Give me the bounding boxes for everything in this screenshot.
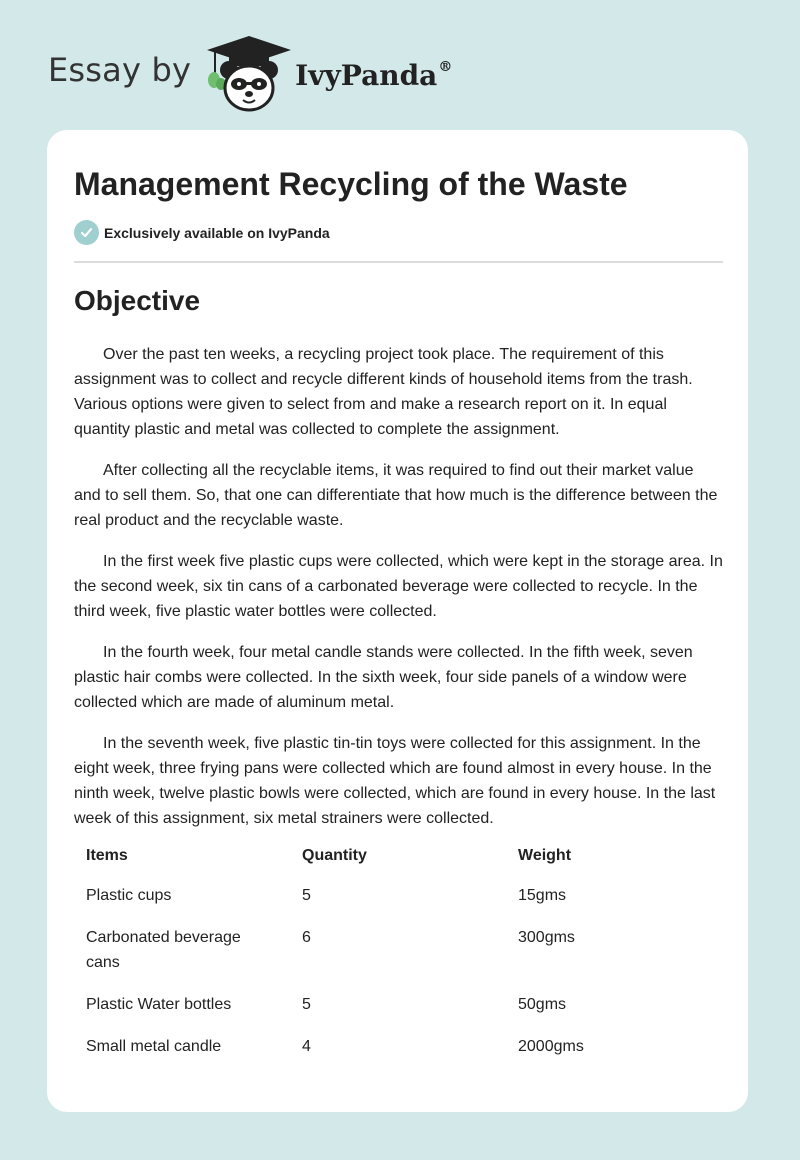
site-header [48,34,452,114]
column-header-weight: Weight [518,847,572,864]
divider [74,261,723,263]
column-header-quantity: Quantity [302,847,367,864]
table-cell: 5 [302,887,311,904]
paragraph: After collecting all the recyclable items, it was required to find out their market value and to sell them. So, that one can differentiate that how much is the difference between the real product and the recyclable waste. [74,462,718,529]
paragraph: In the fourth week, four metal candle stands were collected. In the fifth week, seven plastic hair combs were collected. In the sixth week, four side panels of a window were collected which are made of aluminum metal. [74,644,693,711]
essay-body [74,342,723,847]
column-header-items: Items [86,847,128,864]
table-cell: 300gms [518,929,575,946]
essay-by-label: Essay by [48,51,192,89]
panda-logo-icon[interactable] [205,34,293,114]
paragraph: In the first week five plastic cups were collected, which were kept in the storage area. In the second week, six tin cans of a carbonated beverage were collected to recycle. In the third week, five plastic water bottles were collected. [74,553,723,620]
table-cell: Small metal candle [86,1038,222,1055]
table-cell: 50gms [518,996,567,1013]
brand-name-text: IvyPanda [295,58,438,92]
table-row [74,1034,723,1076]
table-cell: 15gms [518,887,567,904]
registered-mark: ® [438,58,453,75]
paragraph: Over the past ten weeks, a recycling project took place. The requirement of this assignment was to collect and recycle different kinds of household items from the trash. Various options were given to select from and make a research report on it. In equal quantity plastic and metal was collected to complete the assignment. [74,346,693,438]
table-cell: Plastic Water bottles [86,996,232,1013]
items-table [74,846,723,1076]
table-cell: Carbonated beverage cans [86,929,241,971]
table-cell: Plastic cups [86,887,172,904]
table-cell: 2000gms [518,1038,584,1055]
table-header-row [74,846,723,883]
paragraph: In the seventh week, five plastic tin-tin toys were collected for this assignment. In the eight week, three frying pans were collected which are found almost in every house. In the ninth week, twelve plastic bowls were collected, which are found in every house. In the last week of this assignment, six metal strainers were collected. [74,735,716,827]
exclusive-notice [74,220,330,245]
table-cell: 4 [302,1038,311,1055]
table-row [74,925,723,992]
table-row [74,883,723,925]
exclusive-label: Exclusively available on IvyPanda [104,224,330,241]
essay-card [47,130,748,1112]
table-cell: 6 [302,929,311,946]
page-title: Management Recycling of the Waste [74,166,628,202]
section-heading: Objective [74,285,201,316]
brand-name[interactable] [295,59,452,92]
table-cell: 5 [302,996,311,1013]
check-icon [74,220,99,245]
table-row [74,992,723,1034]
